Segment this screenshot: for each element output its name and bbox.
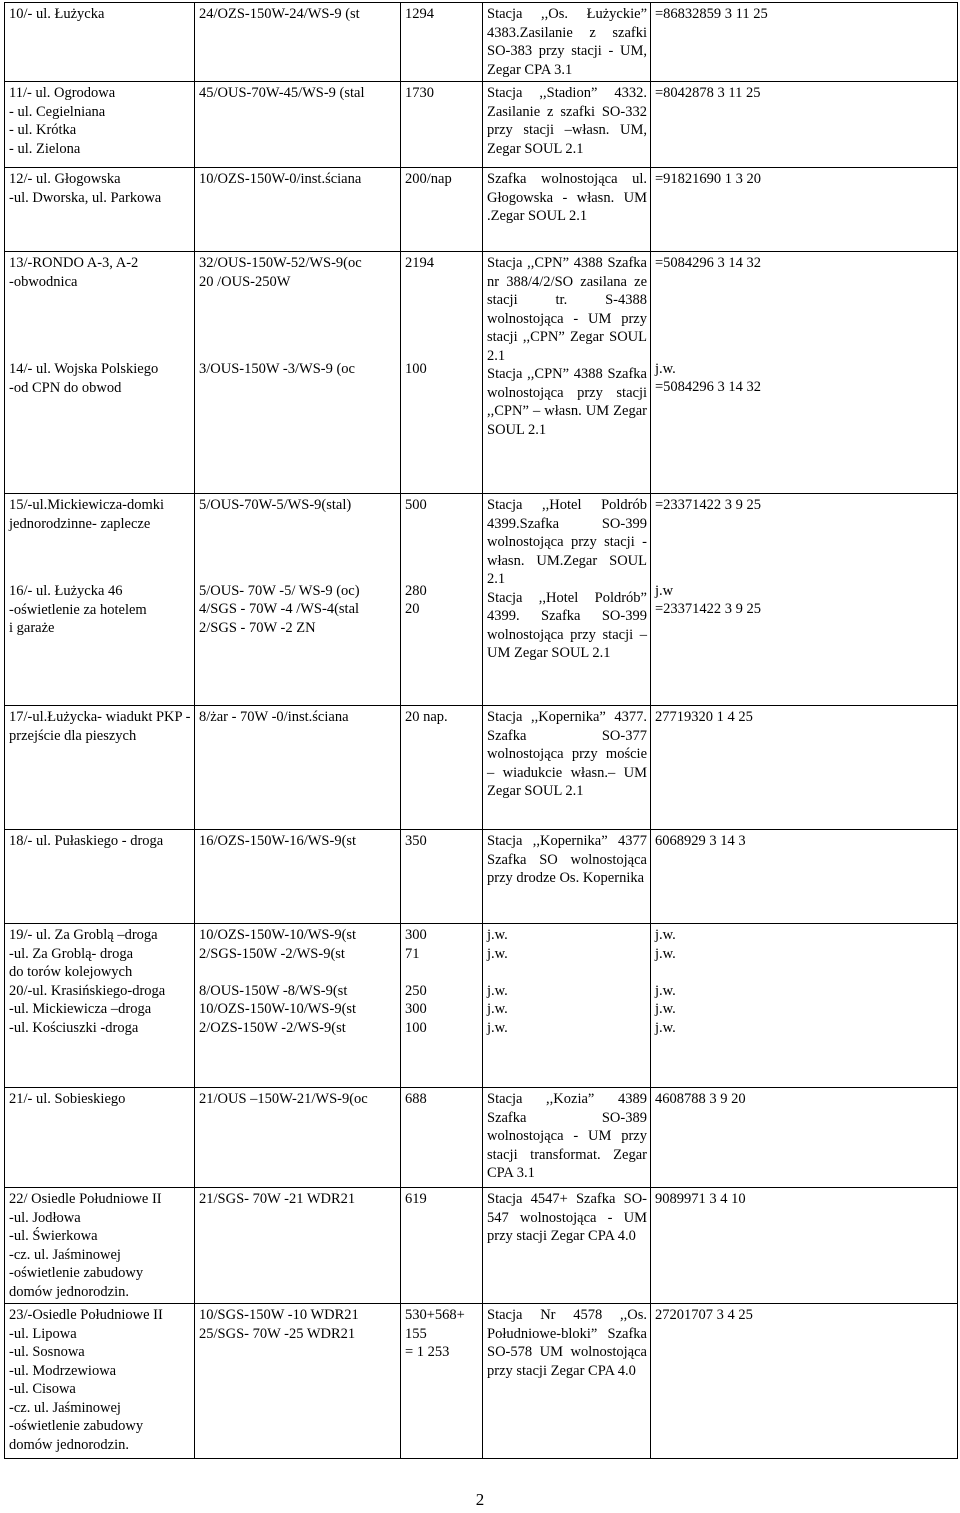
cell-text-second: Stacja ,,CPN” 4388 Szafka wolnostojąca przy stacji ,,CPN” – własn. UM Zegar SOUL 2.1 [487,366,647,438]
table-row [5,924,958,1088]
cell-text: Stacja Nr 4578 ,,Os. Południowe-bloki” Szafka SO-578 UM wolnostojąca przy stacji Zegar CPA 4.0 [487,1307,647,1379]
cell-col-2 [195,706,401,830]
cell-text: 300 71 250 300 100 [405,927,427,1036]
cell-col-4 [483,3,651,82]
cell-text: Stacja ,,Kopernika” 4377 Szafka SO wolnostojąca przy drodze Os. Kopernika [487,833,647,886]
cell-col-2 [195,1088,401,1188]
cell-col-1 [5,168,195,252]
table-row [5,3,958,82]
cell-col-3 [401,494,483,706]
cell-text: 13/-RONDO A-3, A-2 -obwodnica [9,255,139,290]
table-row [5,82,958,168]
cell-col-1 [5,82,195,168]
cell-col-4 [483,82,651,168]
cell-text: 16/OZS-150W-16/WS-9(st [199,833,357,849]
table-row [5,168,958,252]
cell-text: Stacja ,,Stadion” 4332. Zasilanie z szafki SO-332 przy stacji –własn. UM, Zegar SOUL 2.1 [487,85,647,157]
cell-text: 350 [405,833,427,849]
cell-text: 27719320 1 4 25 [655,709,753,725]
cell-col-5 [651,830,958,924]
cell-col-5 [651,3,958,82]
cell-col-4 [483,830,651,924]
cell-col-3 [401,830,483,924]
cell-text: 22/ Osiedle Południowe II -ul. Jodłowa -ul. Świerkowa -cz. ul. Jaśminowej -oświetlenie zabudowy domów jednorodzin. [9,1191,162,1300]
cell-text: 688 [405,1091,427,1107]
table-row [5,494,958,706]
cell-text: 9089971 3 4 10 [655,1191,746,1207]
cell-col-3 [401,1304,483,1459]
cell-text: 1730 [405,85,434,101]
cell-text: 619 [405,1191,427,1207]
cell-text: 5/OUS-70W-5/WS-9(stal) [199,497,352,513]
cell-col-1 [5,1088,195,1188]
cell-text: Stacja 4547+ Szafka SO-547 wolnostojąca - UM przy stacji Zegar CPA 4.0 [487,1191,647,1244]
cell-text: 12/- ul. Głogowska -ul. Dworska, ul. Parkowa [9,171,162,206]
cell-text-second: j.w =23371422 3 9 25 [655,582,762,617]
cell-col-1 [5,706,195,830]
cell-col-4 [483,924,651,1088]
cell-text: Stacja ,,Kozia” 4389 Szafka SO-389 wolnostojąca - UM przy stacji transformat. Zegar CPA 3.1 [487,1091,647,1181]
cell-text: 500 [405,497,427,513]
cell-col-2 [195,252,401,494]
cell-text-second: 3/OUS-150W -3/WS-9 (oc [199,361,355,377]
cell-col-1 [5,1188,195,1304]
cell-text: 21/- ul. Sobieskiego [9,1091,126,1107]
cell-text: =86832859 3 11 25 [655,6,768,22]
cell-text-second: 100 [405,360,427,377]
cell-col-1 [5,1304,195,1459]
table-body [5,3,958,1459]
cell-col-4 [483,706,651,830]
cell-text: 32/OUS-150W-52/WS-9(oc 20 /OUS-250W [199,255,362,290]
cell-col-2 [195,168,401,252]
cell-text: Stacja ,,Kopernika” 4377. Szafka SO-377 wolnostojąca przy moście – wiadukcie własn.– UM Zegar SOUL 2.1 [487,709,647,799]
cell-col-2 [195,1188,401,1304]
cell-text: 200/nap [405,171,452,187]
cell-col-1 [5,830,195,924]
cell-text-second: 5/OUS- 70W -5/ WS-9 (oc) 4/SGS - 70W -4 /WS-4(stal 2/SGS - 70W -2 ZN [199,582,360,636]
cell-col-3 [401,924,483,1088]
cell-col-5 [651,494,958,706]
cell-col-5 [651,168,958,252]
cell-text: Stacja ,,CPN” 4388 Szafka nr 388/4/2/SO zasilana ze stacji tr. S-4388 wolnostojąca - UM przy stacji ,,CPN” Zegar SOUL 2.1 [487,255,647,364]
cell-text: 10/- ul. Łużycka [9,6,105,22]
cell-col-2 [195,494,401,706]
cell-col-5 [651,252,958,494]
cell-col-4 [483,1088,651,1188]
cell-col-2 [195,1304,401,1459]
cell-col-5 [651,1188,958,1304]
cell-col-1 [5,494,195,706]
table-row [5,706,958,830]
cell-col-5 [651,82,958,168]
cell-col-1 [5,3,195,82]
cell-col-5 [651,706,958,830]
cell-text: 8/żar - 70W -0/inst.ściana [199,709,349,725]
cell-text: Szafka wolnostojąca ul. Głogowska - własn. UM .Zegar SOUL 2.1 [487,171,647,224]
cell-text: 27201707 3 4 25 [655,1307,753,1323]
lighting-circuits-table [4,2,958,1459]
cell-col-3 [401,82,483,168]
cell-text: 530+568+ 155 = 1 253 [405,1307,465,1360]
cell-col-2 [195,924,401,1088]
cell-text: j.w. j.w. j.w. j.w. j.w. [487,927,508,1036]
cell-col-1 [5,924,195,1088]
cell-text-second: 16/- ul. Łużycka 46 -oświetlenie za hotelem i garaże [9,583,147,636]
cell-text: Stacja ,,Os. Łużyckie” 4383.Zasilanie z szafki SO-383 przy stacji - UM, Zegar CPA 3.1 [487,6,647,78]
cell-text: 21/OUS –150W-21/WS-9(oc [199,1091,368,1107]
cell-col-2 [195,82,401,168]
cell-col-4 [483,494,651,706]
cell-col-4 [483,1304,651,1459]
cell-col-4 [483,1188,651,1304]
cell-text: 10/OZS-150W-10/WS-9(st 2/SGS-150W -2/WS-9(st 8/OUS-150W -8/WS-9(st 10/OZS-150W-10/WS-9(st 2/OZS-150W -2/WS-9(st [199,927,357,1036]
cell-col-3 [401,1088,483,1188]
cell-text: 17/-ul.Łużycka- wiadukt PKP -przejście dla pieszych [9,709,191,744]
cell-text: =8042878 3 11 25 [655,85,761,101]
table-row [5,1188,958,1304]
cell-col-5 [651,1088,958,1188]
cell-col-3 [401,3,483,82]
cell-text: Stacja ,,Hotel Poldrób 4399.Szafka SO-399 wolnostojąca przy stacji -własn. UM.Zegar SOUL 2.1 [487,497,647,587]
cell-text: 18/- ul. Pułaskiego - droga [9,833,164,849]
cell-text: 19/- ul. Za Groblą –droga -ul. Za Groblą- droga do torów kolejowych 20/-ul. Krasińskiego-droga -ul. Mickiewicza –droga -ul. Kościuszki -droga [9,927,166,1036]
cell-text: 21/SGS- 70W -21 WDR21 [199,1191,356,1207]
cell-text: 6068929 3 14 3 [655,833,746,849]
cell-col-4 [483,252,651,494]
cell-col-1 [5,252,195,494]
table-row [5,830,958,924]
cell-col-5 [651,1304,958,1459]
cell-text-second: Stacja ,,Hotel Poldrób” 4399. Szafka SO-399 wolnostojąca przy stacji – UM Zegar SOUL 2.1 [487,589,647,661]
cell-text-second: j.w. =5084296 3 14 32 [655,360,762,395]
cell-col-3 [401,706,483,830]
cell-text: 11/- ul. Ogrodowa - ul. Cegielniana - ul. Krótka - ul. Zielona [9,85,116,157]
cell-text-second: 280 20 [405,582,427,617]
cell-text: =91821690 1 3 20 [655,171,762,187]
cell-col-2 [195,830,401,924]
cell-text: 15/-ul.Mickiewicza-domki jednorodzinne- zaplecze [9,497,165,532]
cell-text: 4608788 3 9 20 [655,1091,746,1107]
table-row [5,1304,958,1459]
cell-text: 23/-Osiedle Południowe II -ul. Lipowa -ul. Sosnowa -ul. Modrzewiowa -ul. Cisowa -cz. ul. Jaśminowej -oświetlenie zabudowy domów jednorodzin. [9,1307,163,1453]
cell-col-3 [401,1188,483,1304]
cell-text: 45/OUS-70W-45/WS-9 (stal [199,85,365,101]
cell-text: =23371422 3 9 25 [655,497,762,513]
cell-text: j.w. j.w. j.w. j.w. j.w. [655,927,676,1036]
cell-text: 20 nap. [405,709,448,725]
cell-text: =5084296 3 14 32 [655,255,762,271]
cell-col-4 [483,168,651,252]
cell-text: 2194 [405,255,434,271]
cell-text: 1294 [405,6,434,22]
cell-text: 24/OZS-150W-24/WS-9 (st [199,6,360,22]
cell-text: 10/SGS-150W -10 WDR21 25/SGS- 70W -25 WDR21 [199,1307,359,1342]
cell-text: 10/OZS-150W-0/inst.ściana [199,171,362,187]
table-row [5,252,958,494]
cell-text-second: 14/- ul. Wojska Polskiego -od CPN do obwod [9,361,159,396]
table-row [5,1088,958,1188]
cell-col-3 [401,252,483,494]
cell-col-2 [195,3,401,82]
cell-col-5 [651,924,958,1088]
page-number: 2 [475,1490,485,1509]
cell-col-3 [401,168,483,252]
